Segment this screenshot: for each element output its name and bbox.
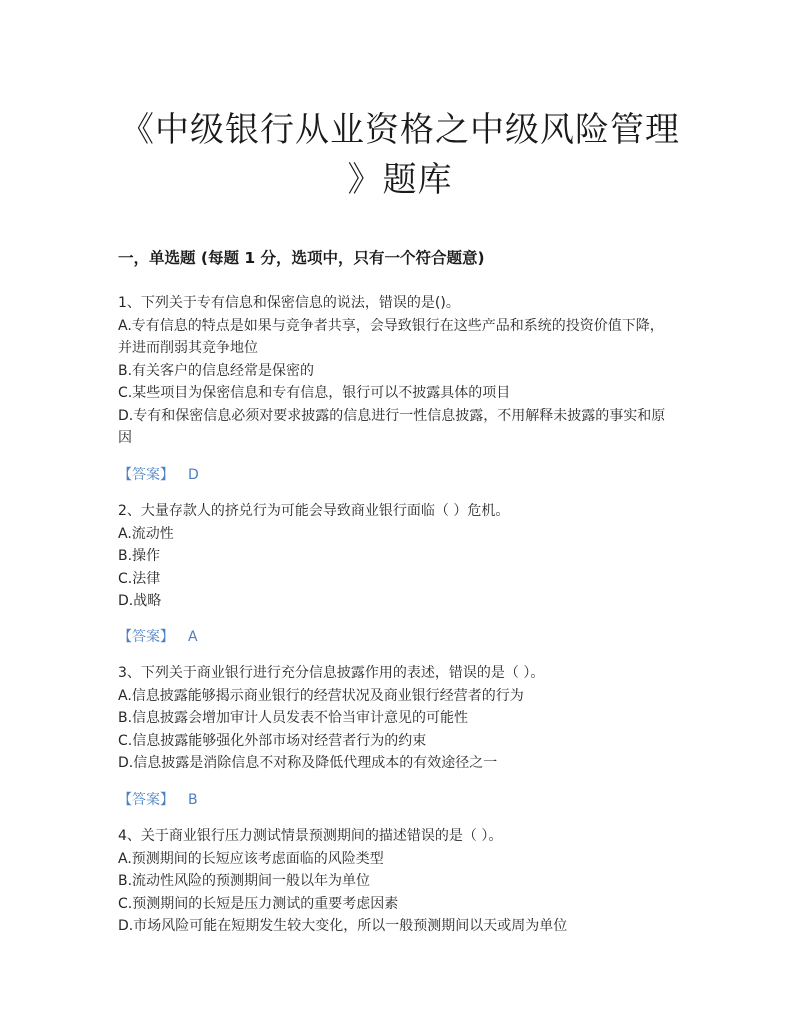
question-2-answer [118,626,198,648]
question-1-answer [118,464,199,486]
question-4-option-c: C.预测期间的长短是压力测试的重要考虑因素 [118,895,399,912]
answer-value: A [188,629,198,645]
answer-value: B [188,792,198,808]
question-4-option-a: A.预测期间的长短应该考虑面临的风险类型 [118,850,384,867]
question-2-option-d: D.战略 [118,593,162,609]
answer-value: D [188,467,199,483]
question-4-option-d: D.市场风险可能在短期发生较大变化，所以一般预测期间以天或周为单位 [118,918,568,934]
question-3-option-b: B.信息披露会增加审计人员发表不恰当审计意见的可能性 [118,710,469,726]
question-1-stem: 1、下列关于专有信息和保密信息的说法，错误的是()。 [118,295,460,311]
answer-label: 【答案】 [118,792,174,808]
document-title-line-2: 》题库 [347,160,453,200]
question-3-answer [118,789,198,811]
question-3-option-a: A.信息披露能够揭示商业银行的经营状况及商业银行经营者的行为 [118,687,524,704]
question-4 [118,825,688,938]
question-3-option-c: C.信息披露能够强化外部市场对经营者行为的约束 [118,732,427,749]
answer-label: 【答案】 [118,467,174,483]
question-4-stem: 4、关于商业银行压力测试情景预测期间的描述错误的是（ ）。 [118,828,503,844]
question-1-option-c: C.某些项目为保密信息和专有信息，银行可以不披露具体的项目 [118,385,511,401]
question-1-option-a-cont: 并进而削弱其竞争地位 [118,340,258,356]
question-2-option-b: B.操作 [118,548,161,564]
document-title-line-1: 《中级银行从业资格之中级风险管理 [120,110,680,150]
question-1-option-d-cont: 因 [118,430,132,446]
question-3 [118,662,688,775]
question-3-stem: 3、下列关于商业银行进行充分信息披露作用的表述，错误的是（ ）。 [118,665,545,681]
question-2-option-a: A.流动性 [118,525,174,542]
answer-label: 【答案】 [118,629,174,645]
question-2 [118,500,688,613]
question-3-option-d: D.信息披露是消除信息不对称及降低代理成本的有效途径之一 [118,755,498,771]
question-4-option-b: B.流动性风险的预测期间一般以年为单位 [118,873,371,889]
question-1 [118,292,688,450]
question-1-option-d: D.专有和保密信息必须对要求披露的信息进行一性信息披露，不用解释未披露的事实和原 [118,407,666,424]
question-2-stem: 2、大量存款人的挤兑行为可能会导致商业银行面临（ ）危机。 [118,503,510,519]
section-heading: 一，单选题 (每题 1 分，选项中，只有一个符合题意) [118,249,485,267]
question-1-option-b: B.有关客户的信息经常是保密的 [118,362,315,379]
question-2-option-c: C.法律 [118,570,161,587]
question-1-option-a: A.专有信息的特点是如果与竞争者共享，会导致银行在这些产品和系统的投资价值下降， [118,317,664,334]
